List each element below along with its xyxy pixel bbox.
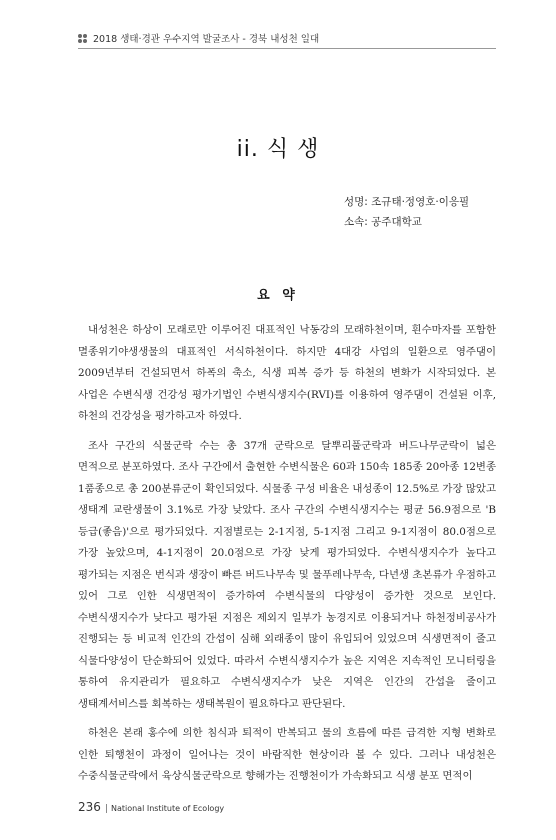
author-block — [344, 192, 469, 232]
running-title: 2018 생태·경관 우수지역 발굴조사 - 경북 내성천 일대 — [93, 34, 320, 45]
summary-body — [78, 320, 496, 796]
footer-separator: | — [104, 804, 108, 814]
header-divider — [78, 48, 496, 49]
summary-paragraph: 하천은 본래 홍수에 의한 침식과 퇴적이 반복되고 물의 흐름에 따른 급격한 지형 변화로 인한 퇴행천이 과정이 일어나는 것이 바람직한 현상이라 볼 수 있다. 그러나 내성천은 수중식물군락에서 육상식물군락으로 향해가는 진행천이가 가속화되고 식생 분포 면적이 — [78, 727, 496, 782]
running-header — [78, 30, 496, 46]
page-footer — [78, 800, 224, 814]
summary-paragraph: 내성천은 하상이 모래로만 이루어진 대표적인 낙동강의 모래하천이며, 흰수마자를 포함한 멸종위기야생생물의 대표적인 서식하천이다. 하지만 4대강 사업의 일환으로 영주댐이 2009년부터 건설되면서 하폭의 축소, 식생 피복 증가 등 하천의 변화가 시작되었다. 본 사업은 수변식생 건강성 평가기법인 수변식생지수(RVI)를 이용하여 영주댐이 건설된 이후, 하천의 건강성을 평가하고자 하였다. — [78, 324, 496, 422]
publisher-name: National Institute of Ecology — [110, 804, 225, 813]
summary-heading: 요 약 — [257, 288, 299, 303]
page-number: 236 — [78, 800, 101, 814]
bullet-dots-icon — [78, 34, 87, 43]
author-affiliation: 소속: 공주대학교 — [344, 216, 422, 228]
section-title: ii. 식 생 — [236, 137, 320, 162]
author-names: 성명: 조규태·정영호·이응필 — [344, 196, 470, 208]
summary-paragraph: 조사 구간의 식물군락 수는 총 37개 군락으로 달뿌리풀군락과 버드나무군락이 넓은 면적으로 분포하였다. 조사 구간에서 출현한 수변식물은 60과 150속 185종 20아종 12변종 1품종으로 총 200분류군이 확인되었다. 식물종 구성 비율은 내성종이 12.5%로 가장 많았고 생태계 교란생물이 3.1%로 가장 낮았다. 조사 구간의 수변식생지수는 평균 56.9점으로 'B 등급(좋음)'으로 평가되었다. 지점별로는 2-1지점, 5-1지점 그리고 9-1지점이 80.0점으로 가장 높았으며, 4-1지점이 20.0점으로 가장 낮게 평가되었다. 수변식생지수가 높다고 평가되는 지점은 번식과 생장이 빠른 버드나무속 및 물푸레나무속, 다년생 초본류가 우점하고 있어 그로 인한 식생면적이 증가하여 수변식물의 다양성이 증가한 것으로 보인다. 수변식생지수가 낮다고 평가된 지점은 제외지 일부가 농경지로 이용되거나 하천정비공사가 진행되는 등 비교적 인간의 간섭이 심해 외래종이 많이 유입되어 있었으며 식생면적이 줄고 식물다양성이 단순화되어 있었다. 따라서 수변식생지수가 높은 지역은 지속적인 모니터링을 통하여 유지관리가 필요하고 수변식생지수가 낮은 지역은 인간의 간섭을 줄이고 생태계서비스를 회복하는 생태복원이 필요하다고 판단된다. — [78, 439, 496, 710]
